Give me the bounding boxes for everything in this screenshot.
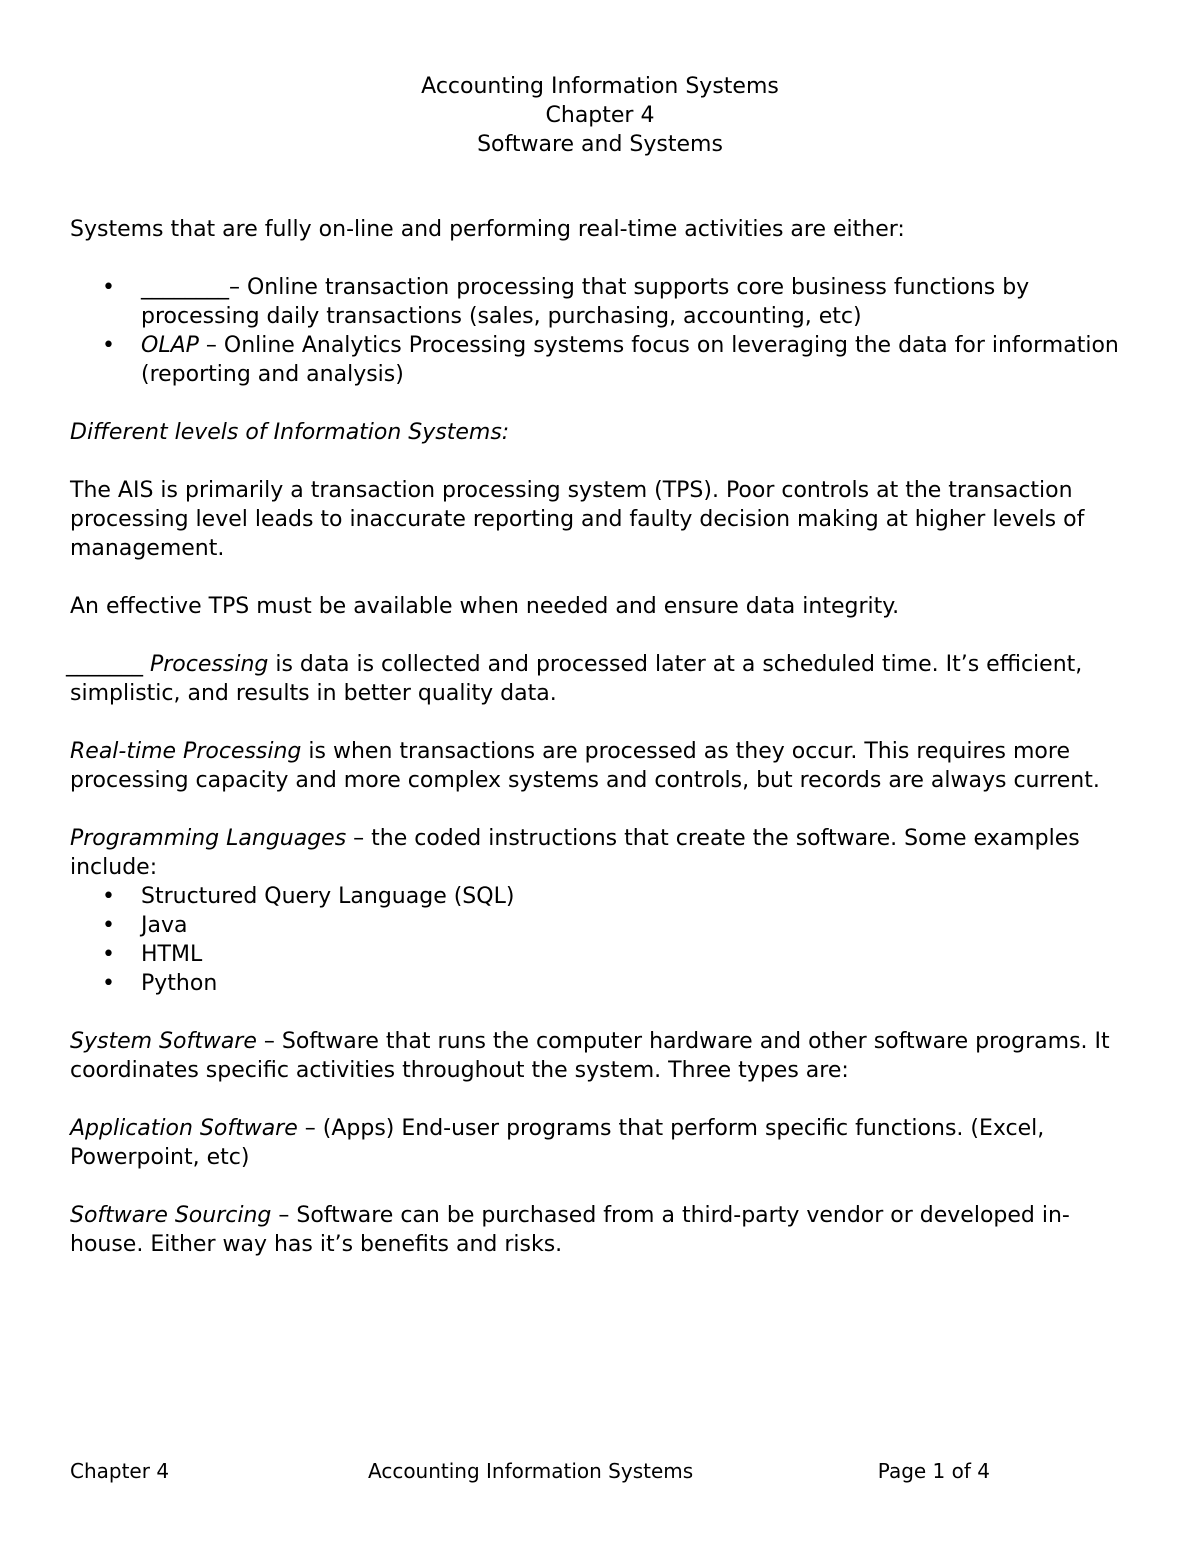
paragraph-text: is data is collected and processed later at a scheduled time. It’s efficient, simplistic, and results in better quality data. bbox=[70, 652, 1083, 706]
system-software-paragraph bbox=[70, 1027, 1140, 1085]
term-system-software: System Software bbox=[70, 1029, 257, 1054]
intro-paragraph: Systems that are fully on-line and performing real-time activities are either: bbox=[70, 217, 905, 242]
title-line-3: Software and Systems bbox=[477, 132, 723, 157]
tps-paragraph: An effective TPS must be available when needed and ensure data integrity. bbox=[70, 594, 900, 619]
list-item: • Java bbox=[70, 911, 1140, 940]
fill-in-blank: _______ bbox=[66, 652, 143, 677]
paragraph-text: – Software can be purchased from a third-party vendor or developed in-house. Either way has it’s benefits and risks. bbox=[70, 1203, 1070, 1257]
footer-chapter: Chapter 4 bbox=[70, 1459, 170, 1483]
programming-languages-paragraph bbox=[70, 824, 1140, 882]
footer-page-number: Page 1 of 4 bbox=[877, 1459, 990, 1483]
system-types-list bbox=[70, 273, 1140, 389]
paragraph-text: – Software that runs the computer hardware and other software programs. It coordinates specific activities throughout the system. Three types are: bbox=[70, 1029, 1110, 1083]
application-software-paragraph bbox=[70, 1114, 1140, 1172]
document-body bbox=[66, 215, 1140, 1288]
term-software-sourcing: Software Sourcing bbox=[70, 1203, 272, 1228]
batch-processing-paragraph bbox=[66, 650, 1140, 708]
software-sourcing-paragraph bbox=[70, 1201, 1140, 1259]
language-examples-list bbox=[70, 882, 1140, 998]
list-item-oltp bbox=[70, 273, 1140, 331]
list-item-text: – Online transaction processing that supports core business functions by processing daily transactions (sales, purchasing, accounting, etc) bbox=[141, 275, 1030, 329]
term-olap: OLAP bbox=[141, 333, 199, 358]
term-application-software: Application Software bbox=[70, 1116, 298, 1141]
paragraph-text: – the coded instructions that create the software. Some examples include: bbox=[70, 826, 1080, 880]
paragraph-text: – (Apps) End-user programs that perform specific functions. (Excel, Powerpoint, etc) bbox=[70, 1116, 1045, 1170]
title-line-2: Chapter 4 bbox=[545, 103, 655, 128]
term-processing: Processing bbox=[150, 652, 269, 677]
list-item: • Structured Query Language (SQL) bbox=[70, 882, 1140, 911]
page-footer bbox=[70, 1457, 990, 1486]
list-item-olap bbox=[70, 331, 1140, 389]
footer-title: Accounting Information Systems bbox=[368, 1459, 694, 1483]
term-programming-languages: Programming Languages bbox=[70, 826, 347, 851]
list-item: • Python bbox=[70, 969, 1140, 998]
list-item: • HTML bbox=[70, 940, 1140, 969]
title-line-1: Accounting Information Systems bbox=[421, 74, 779, 99]
realtime-processing-paragraph bbox=[70, 737, 1140, 795]
document-title bbox=[0, 72, 1200, 159]
fill-in-blank: ________ bbox=[141, 275, 229, 300]
list-item-text: – Online Analytics Processing systems focus on leveraging the data for information (reporting and analysis) bbox=[141, 333, 1119, 387]
paragraph-text: is when transactions are processed as they occur. This requires more processing capacity and more complex systems and controls, but records are always current. bbox=[70, 739, 1100, 793]
ais-paragraph: The AIS is primarily a transaction processing system (TPS). Poor controls at the transaction processing level leads to inaccurate reporting and faulty decision making at higher levels of management. bbox=[70, 478, 1085, 561]
term-realtime: Real-time Processing bbox=[70, 739, 302, 764]
levels-heading: Different levels of Information Systems: bbox=[70, 420, 510, 445]
